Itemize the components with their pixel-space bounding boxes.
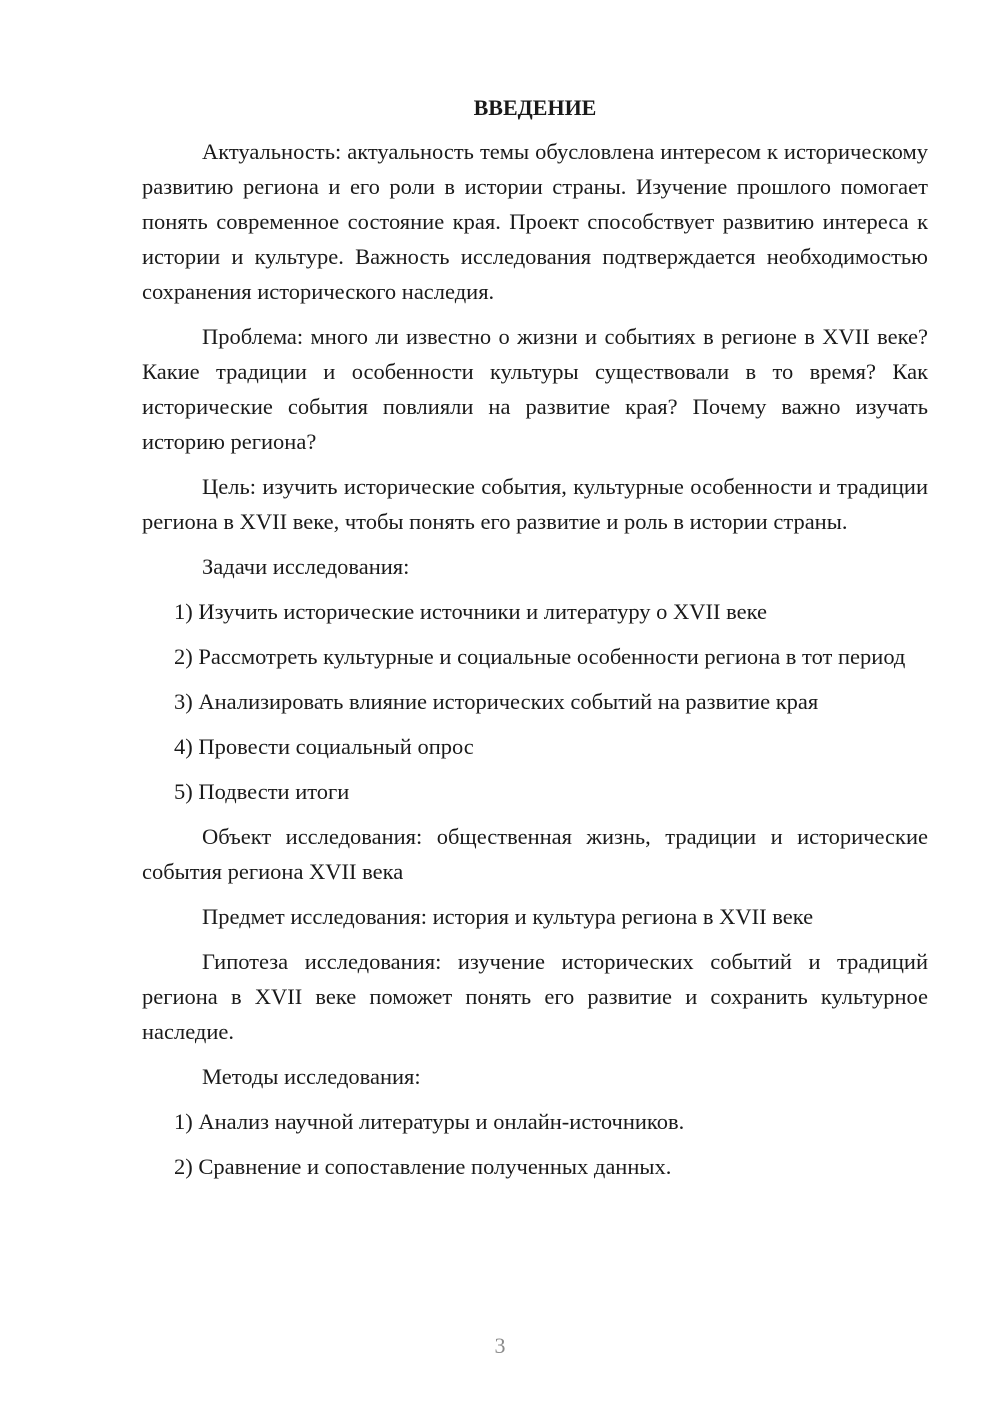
goal-paragraph: Цель: изучить исторические события, культурные особенности и традиции региона в XVII веке, чтобы понять его развитие и роль в истории страны.: [142, 474, 928, 534]
method-item-2: 2) Сравнение и сопоставление полученных данных.: [174, 1154, 672, 1179]
task-item-5: 5) Подвести итоги: [174, 779, 350, 804]
task-item-4: 4) Провести социальный опрос: [174, 734, 474, 759]
object-paragraph: Объект исследования: общественная жизнь, традиции и исторические события региона XVII века: [142, 824, 928, 884]
hypothesis-paragraph: Гипотеза исследования: изучение исторических событий и традиций региона в XVII веке поможет понять его развитие и сохранить культурное наследие.: [142, 949, 928, 1044]
subject-paragraph: Предмет исследования: история и культура региона в XVII веке: [202, 904, 814, 929]
relevance-paragraph: Актуальность: актуальность темы обусловлена интересом к историческому развитию региона и его роли в истории страны. Изучение прошлого помогает понять современное состояние края. Проект способствует развитию интереса к истории и культуре. Важность исследования подтверждается необходимостью сохранения исторического наследия.: [142, 139, 928, 304]
task-item-3: 3) Анализировать влияние исторических событий на развитие края: [174, 689, 819, 714]
page-number: 3: [494, 1333, 506, 1358]
task-item-1: 1) Изучить исторические источники и литературу о XVII веке: [174, 599, 767, 624]
section-title: ВВЕДЕНИЕ: [473, 95, 597, 120]
methods-heading: Методы исследования:: [202, 1064, 421, 1089]
problem-paragraph: Проблема: много ли известно о жизни и событиях в регионе в XVII веке? Какие традиции и особенности культуры существовали в то время? Как исторические события повлияли на развитие края? Почему важно изучать историю региона?: [142, 324, 928, 454]
method-item-1: 1) Анализ научной литературы и онлайн-источников.: [174, 1109, 685, 1134]
task-item-2: 2) Рассмотреть культурные и социальные особенности региона в тот период: [174, 644, 906, 669]
tasks-heading: Задачи исследования:: [202, 554, 410, 579]
document-page: [142, 92, 928, 1194]
